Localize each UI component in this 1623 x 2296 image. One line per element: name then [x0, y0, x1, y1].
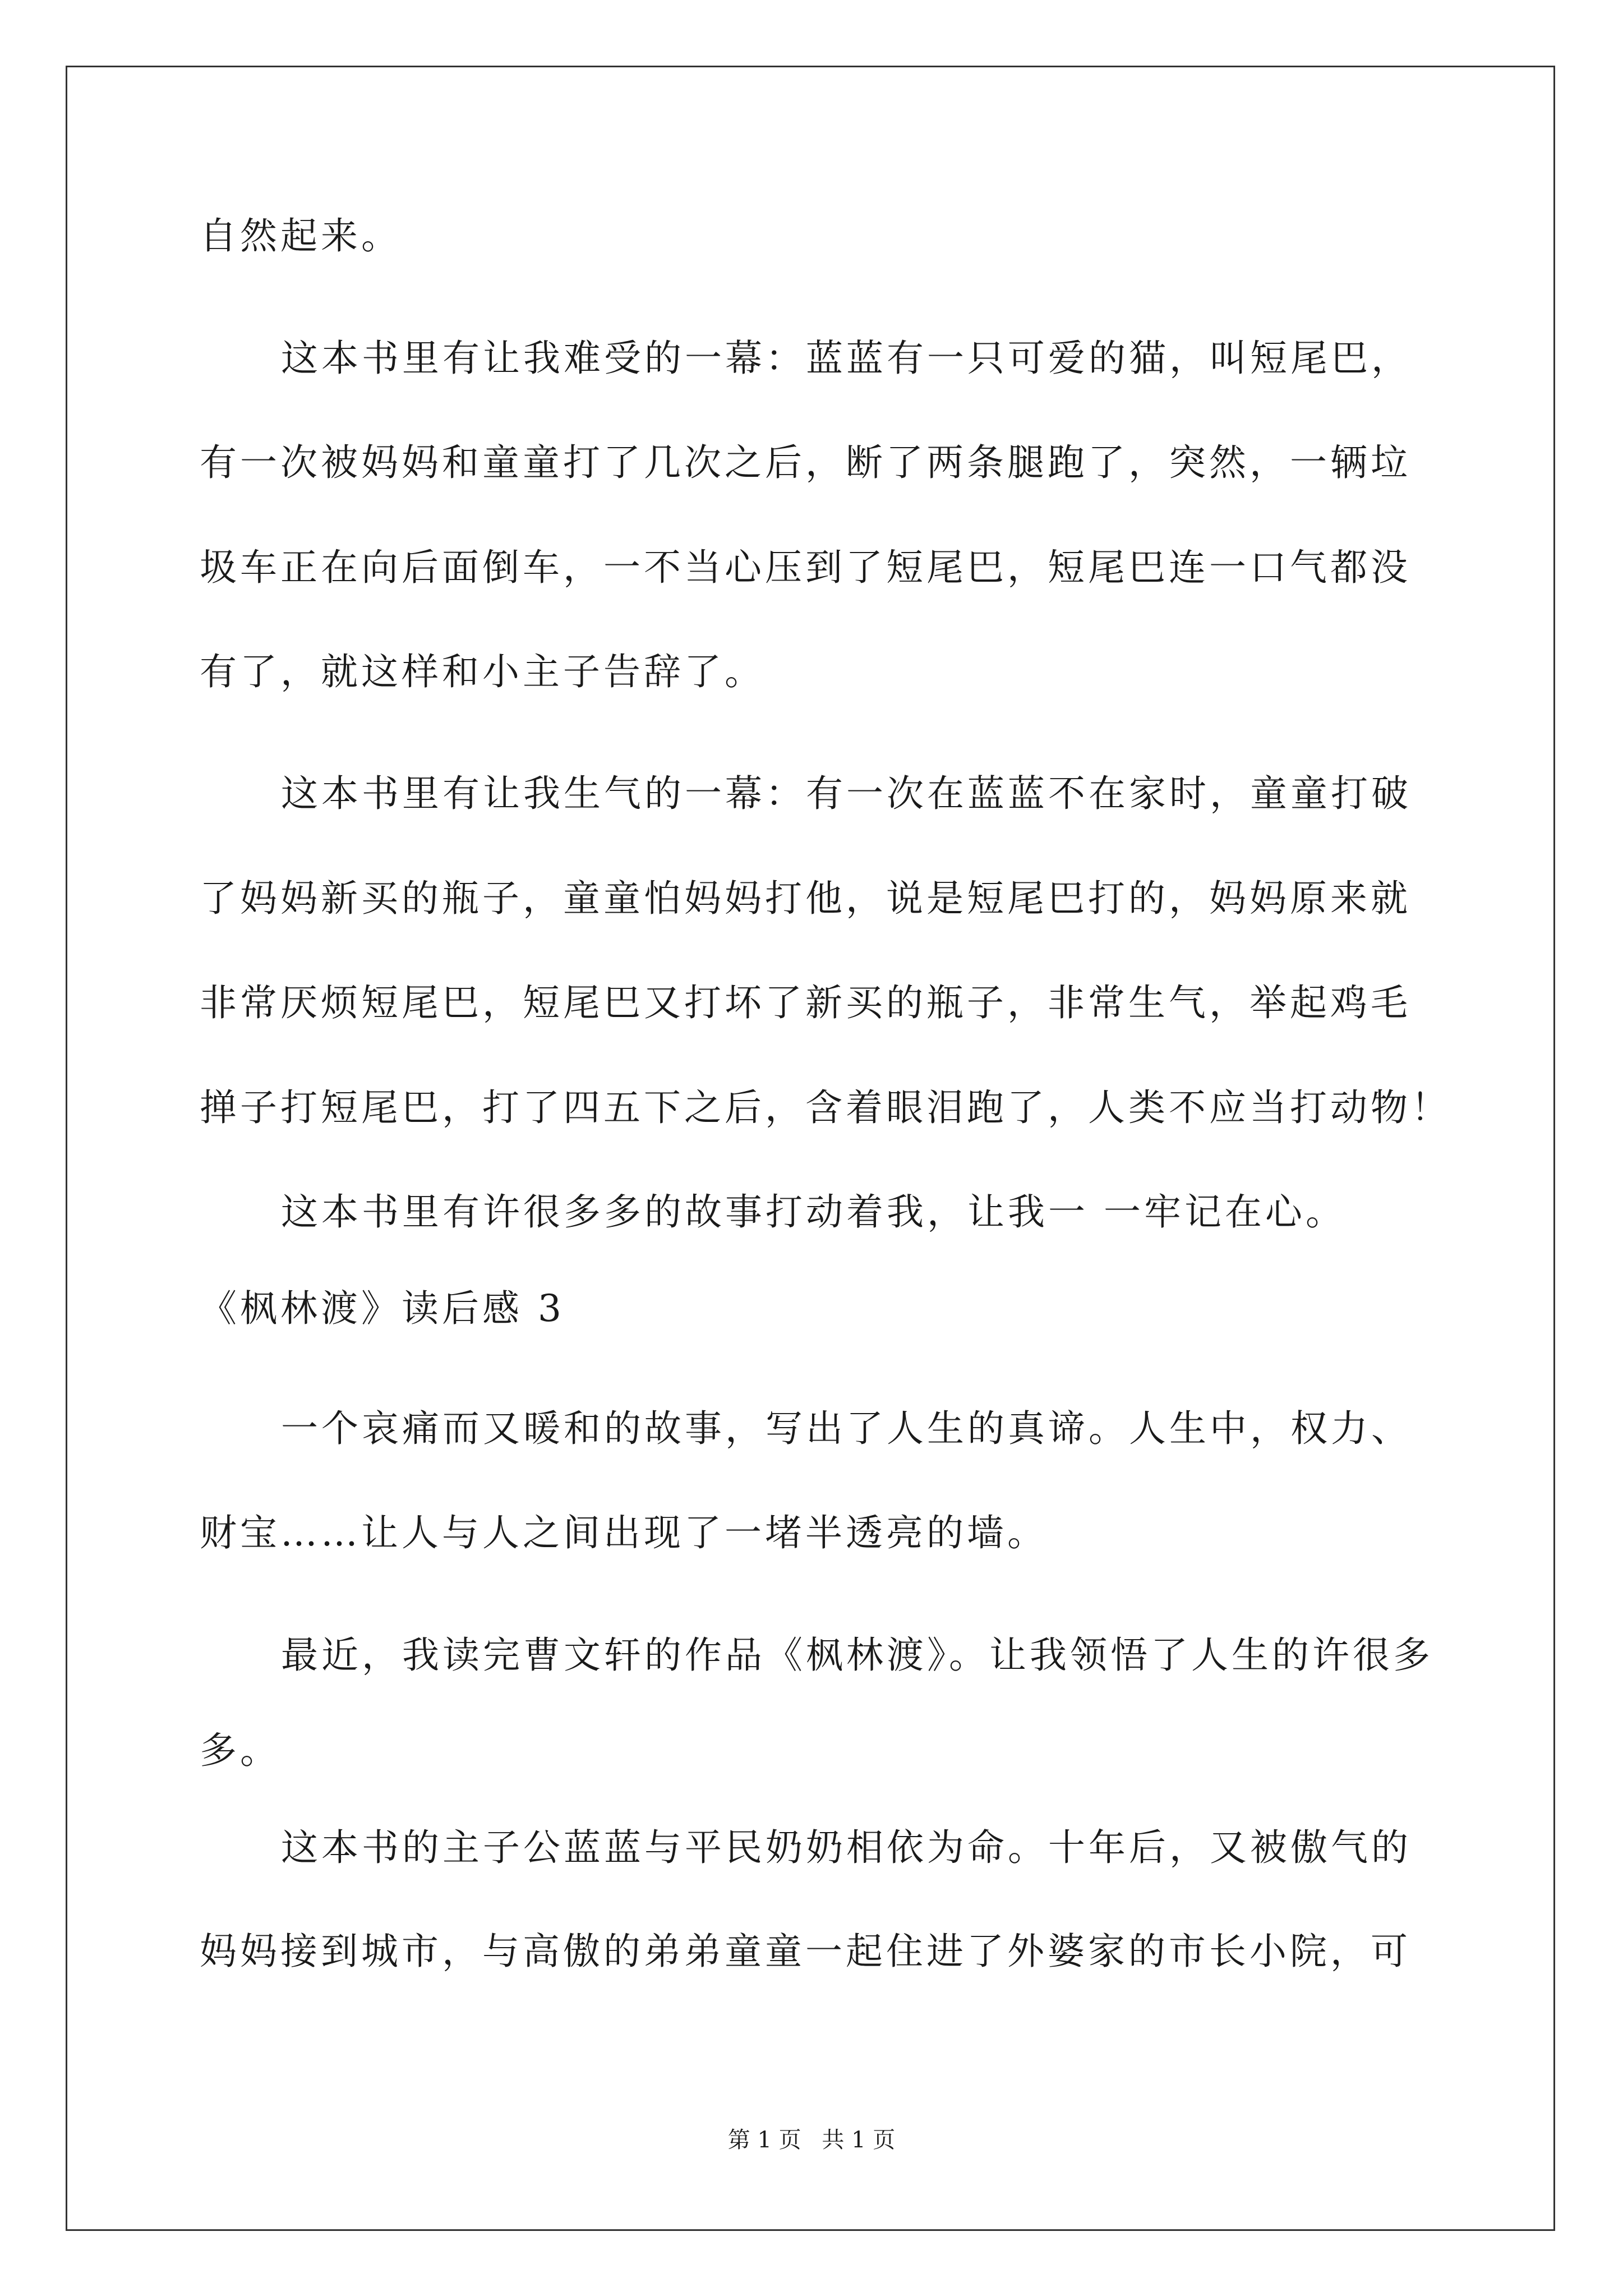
text-line: 圾车正在向后面倒车，一不当心压到了短尾巴，短尾巴连一口气都没: [200, 546, 1411, 589]
paragraph-line: 这本书里有让我生气的一幕：有一次在蓝蓝不在家时，童童打破: [281, 772, 1412, 815]
total-pages-label: 共 1 页: [822, 2127, 896, 2153]
current-page-label: 第 1 页: [727, 2127, 801, 2153]
section-heading: 《枫林渡》读后感 3: [200, 1287, 565, 1330]
paragraph-line: 一个哀痛而又暖和的故事，写出了人生的真谛。人生中，权力、: [281, 1407, 1412, 1450]
text-line: 妈妈接到城市，与高傲的弟弟童童一起住进了外婆家的市长小院，可: [200, 1930, 1411, 1973]
paragraph-line: 这本书里有许很多多的故事打动着我，让我一 一牢记在心。: [281, 1190, 1346, 1234]
text-line: 了妈妈新买的瓶子，童童怕妈妈打他，说是短尾巴打的，妈妈原来就: [200, 877, 1411, 920]
paragraph-line: 这本书里有让我难受的一幕：蓝蓝有一只可爱的猫，叫短尾巴，: [281, 337, 1412, 380]
text-line: 有一次被妈妈和童童打了几次之后，断了两条腿跑了，突然，一辆垃: [200, 441, 1411, 484]
page-footer: [0, 2129, 1623, 2151]
text-line: 自然起来。: [200, 214, 402, 257]
paragraph-line: 最近，我读完曹文轩的作品《枫林渡》。让我领悟了人生的许很多: [281, 1634, 1433, 1677]
page-frame: [66, 66, 1555, 2231]
text-line: 多。: [200, 1729, 280, 1772]
text-line: 非常厌烦短尾巴，短尾巴又打坏了新买的瓶子，非常生气，举起鸡毛: [200, 981, 1411, 1024]
paragraph-line: 这本书的主子公蓝蓝与平民奶奶相依为命。十年后，又被傲气的: [281, 1826, 1412, 1869]
text-line: 财宝……让人与人之间出现了一堵半透亮的墙。: [200, 1511, 1048, 1554]
text-line: 有了，就这样和小主子告辞了。: [200, 650, 765, 693]
text-line: 掸子打短尾巴，打了四五下之后，含着眼泪跑了，人类不应当打动物！: [200, 1086, 1451, 1129]
